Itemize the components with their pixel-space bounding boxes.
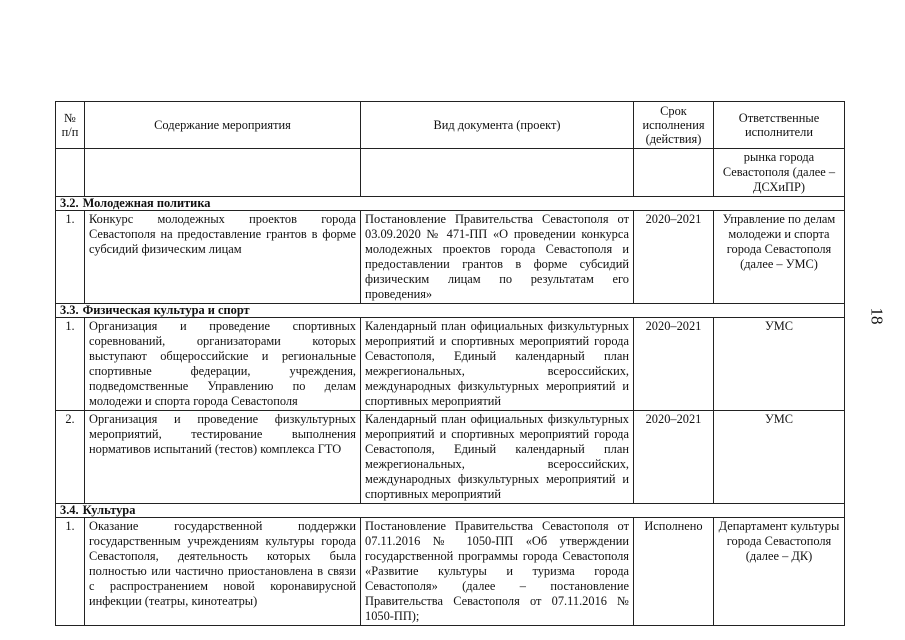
continuation-no <box>56 149 85 197</box>
row-responsible: УМС <box>714 411 845 504</box>
section-title <box>56 504 845 518</box>
page-number: 18 <box>867 307 887 325</box>
section-header-row <box>56 504 845 518</box>
section-number: 3.4. <box>60 503 79 517</box>
col-header-no: № п/п <box>56 102 85 149</box>
col-header-responsible: Ответственные исполнители <box>714 102 845 149</box>
section-title <box>56 197 845 211</box>
row-content: Организация и проведение физкультурных мероприятий, тестирование выполнения нормативов испытаний (тестов) комплекса ГТО <box>85 411 361 504</box>
continuation-responsible: рынка города Севастополя (далее – ДСХиПР) <box>714 149 845 197</box>
row-doc-type: Календарный план официальных физкультурных мероприятий и спортивных мероприятий города Севастополя, Единый календарный план межрегиональных, всероссийских, международных физкультурных мероприятий и спортивных мероприятий <box>361 318 634 411</box>
table-header-row <box>56 102 845 149</box>
row-doc-type: Календарный план официальных физкультурных мероприятий и спортивных мероприятий города Севастополя, Единый календарный план межрегиональных, всероссийских, международных физкультурных мероприятий и спортивных мероприятий <box>361 411 634 504</box>
row-content: Организация и проведение спортивных соревнований, организаторами которых выступают общероссийские и региональные спортивные федерации, учреждения, подведомственные Управлению по делам молодежи и спорта города Севастополя <box>85 318 361 411</box>
continuation-deadline <box>634 149 714 197</box>
row-responsible: Департамент культуры города Севастополя (далее – ДК) <box>714 518 845 626</box>
col-header-content: Содержание мероприятия <box>85 102 361 149</box>
table-row <box>56 211 845 304</box>
section-number: 3.2. <box>60 196 79 210</box>
col-header-deadline: Срок исполнения (действия) <box>634 102 714 149</box>
section-title-text: Культура <box>82 503 136 517</box>
section-title-text: Физическая культура и спорт <box>82 303 250 317</box>
row-no: 1. <box>56 211 85 304</box>
section-title <box>56 304 845 318</box>
row-deadline: 2020–2021 <box>634 211 714 304</box>
row-no: 1. <box>56 518 85 626</box>
section-title-text: Молодежная политика <box>82 196 211 210</box>
row-no: 1. <box>56 318 85 411</box>
row-no: 2. <box>56 411 85 504</box>
row-deadline: 2020–2021 <box>634 318 714 411</box>
continuation-row <box>56 149 845 197</box>
continuation-content <box>85 149 361 197</box>
row-responsible: Управление по делам молодежи и спорта города Севастополя (далее – УМС) <box>714 211 845 304</box>
table-row <box>56 411 845 504</box>
table-row <box>56 318 845 411</box>
measures-table <box>55 101 845 626</box>
row-content: Конкурс молодежных проектов города Севастополя на предоставление грантов в форме субсидий физическим лицам <box>85 211 361 304</box>
continuation-doc-type <box>361 149 634 197</box>
row-deadline: 2020–2021 <box>634 411 714 504</box>
table-row <box>56 518 845 626</box>
row-doc-type: Постановление Правительства Севастополя от 07.11.2016 № 1050-ПП «Об утверждении государственной программы города Севастополя «Развитие культуры и туризма города Севастополя» (далее – постановление Правительства Севастополя от 07.11.2016 № 1050-ПП); <box>361 518 634 626</box>
row-content: Оказание государственной поддержки государственным учреждениям культуры города Севастополя, деятельность которых была полностью или частично приостановлена в связи с распространением новой коронавирусной инфекции (театры, кинотеатры) <box>85 518 361 626</box>
col-header-doc-type: Вид документа (проект) <box>361 102 634 149</box>
section-number: 3.3. <box>60 303 79 317</box>
section-header-row <box>56 304 845 318</box>
section-header-row <box>56 197 845 211</box>
row-deadline: Исполнено <box>634 518 714 626</box>
row-doc-type: Постановление Правительства Севастополя от 03.09.2020 № 471-ПП «О проведении конкурса молодежных проектов города Севастополя и предоставлении грантов в форме субсидий физическим лицам по результатам его проведения» <box>361 211 634 304</box>
row-responsible: УМС <box>714 318 845 411</box>
